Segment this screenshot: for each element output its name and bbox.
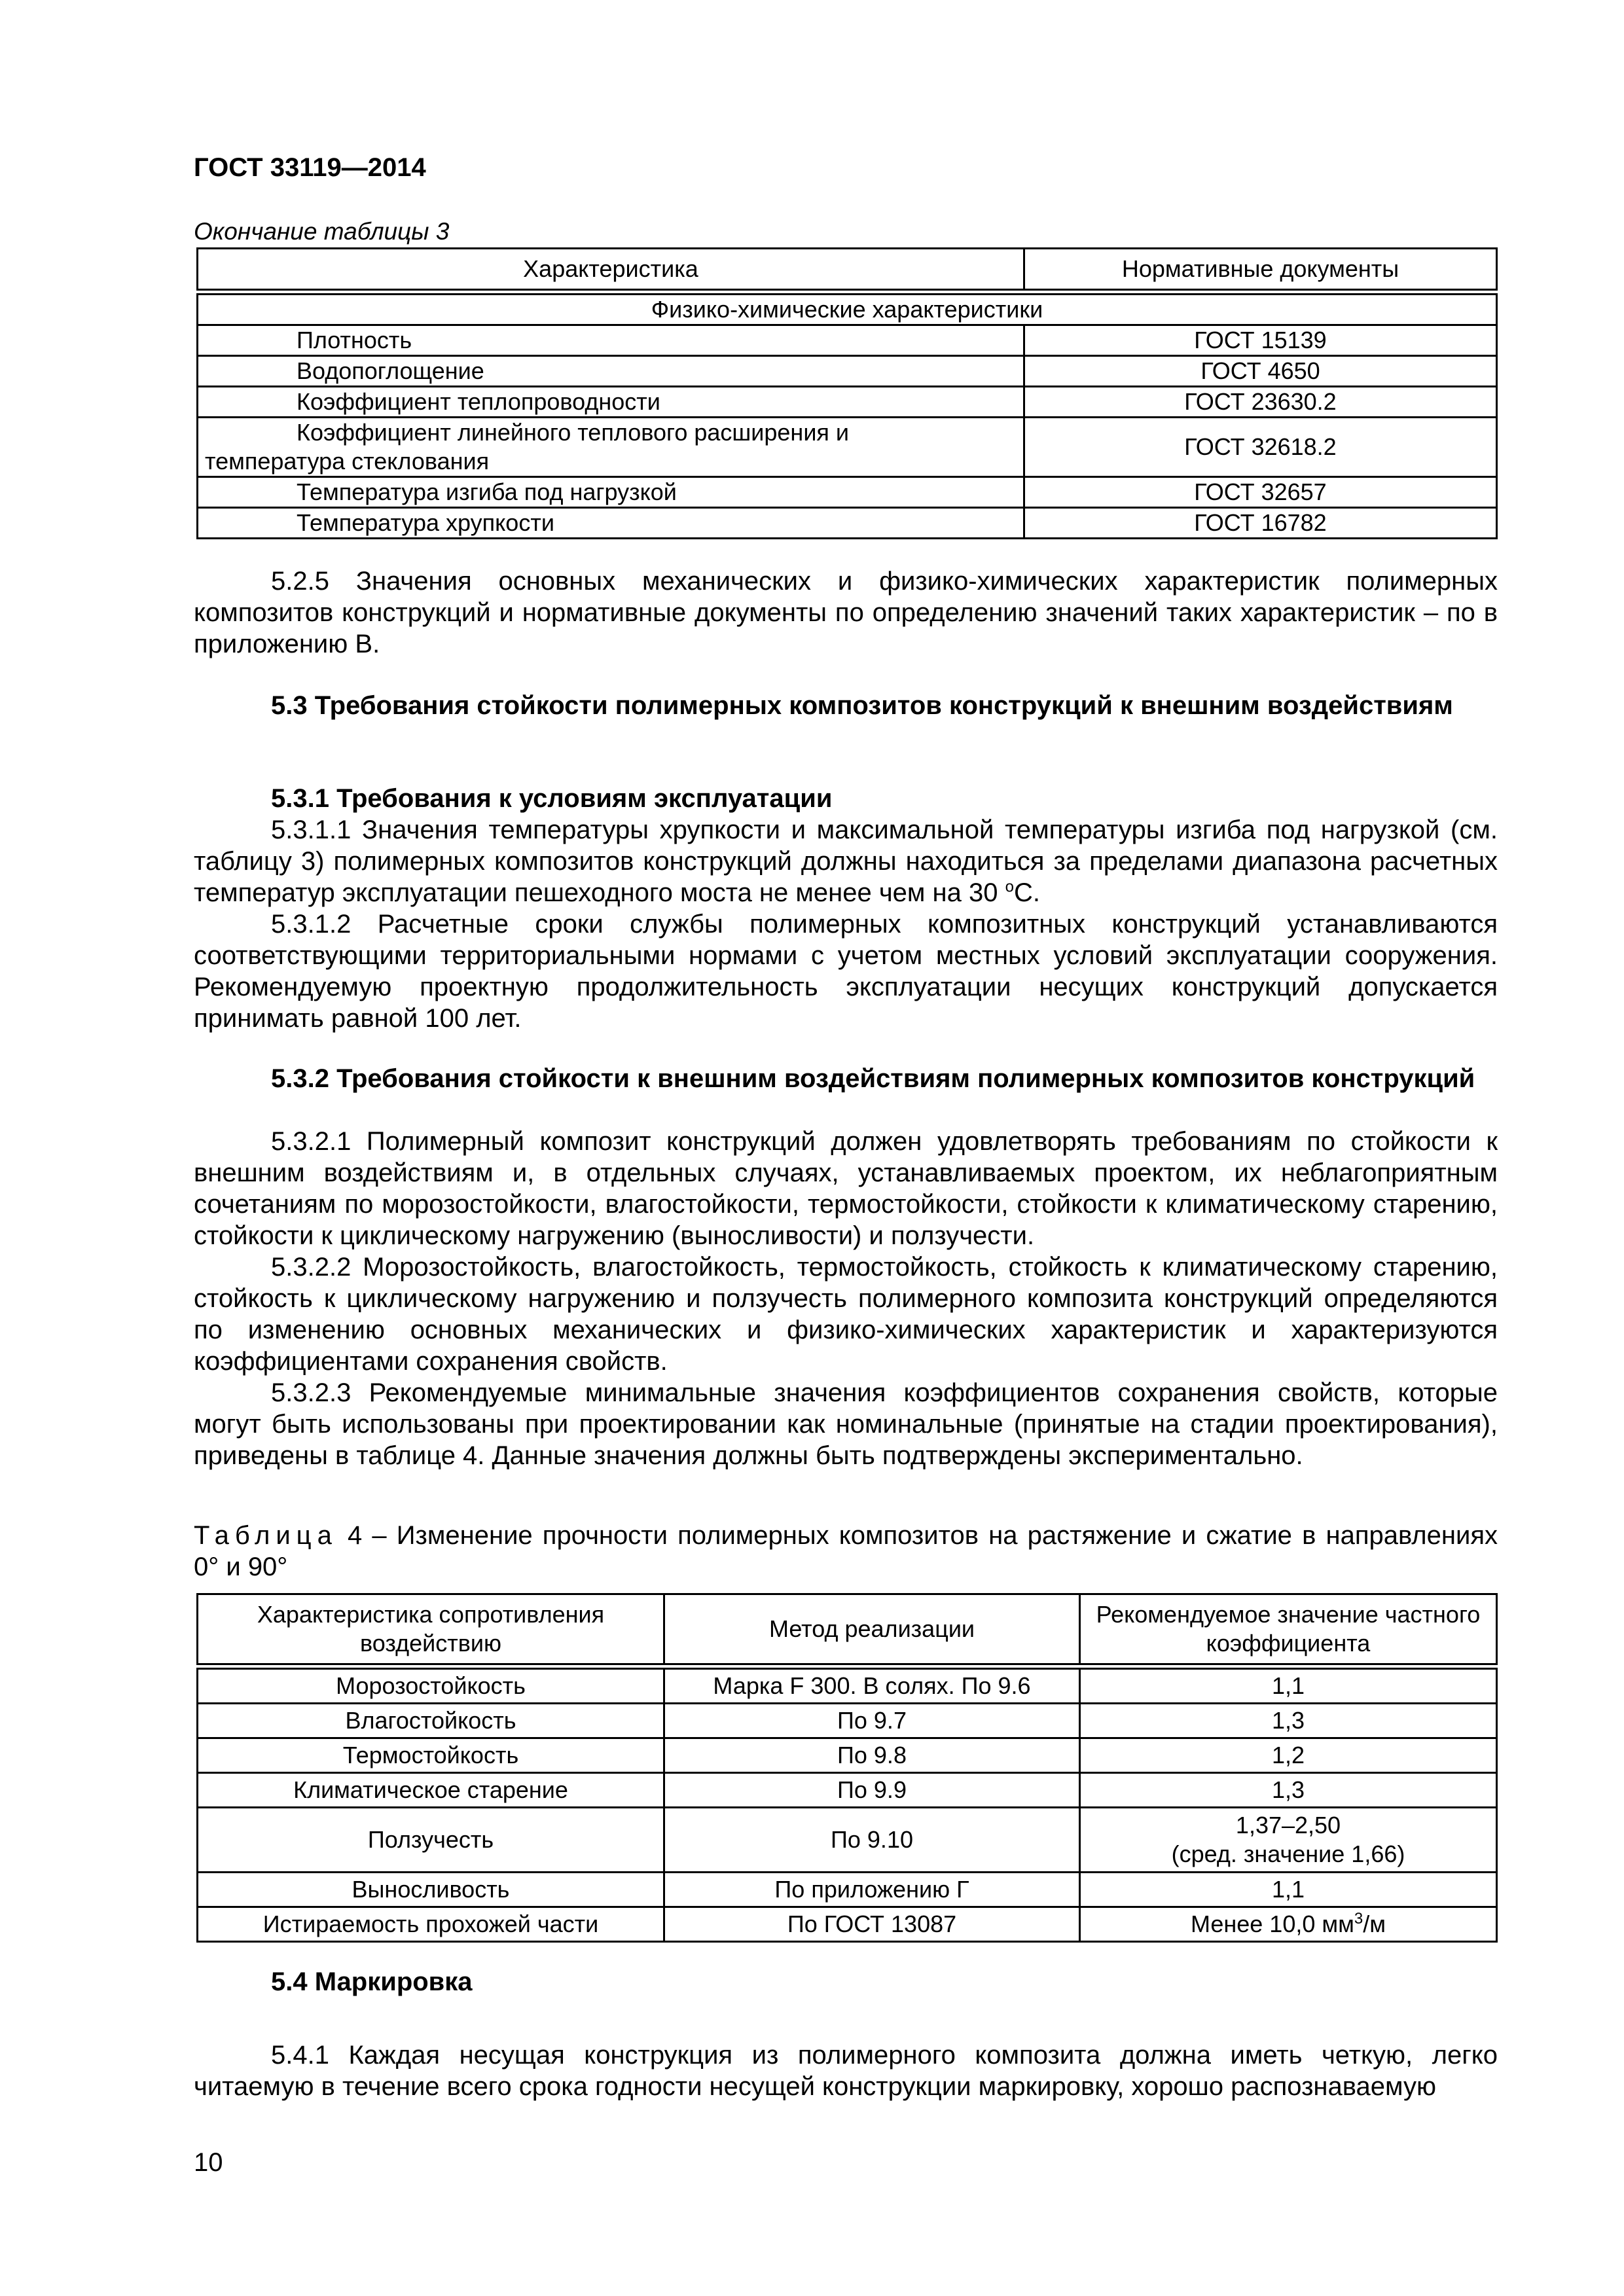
- paragraph-5-3-1-1: [194, 814, 1498, 908]
- table4-cell-value-text: Менее 10,0 мм: [1190, 1910, 1354, 1937]
- heading-5-3: 5.3 Требования стойкости полимерных композитов конструкций к внешним воздействиям: [271, 691, 1453, 720]
- table3-header-documents: Нормативные документы: [1024, 249, 1497, 293]
- heading-5-3-2: 5.3.2 Требования стойкости к внешним воздействиям полимерных композитов конструкций: [271, 1064, 1475, 1093]
- table4-cell-characteristic: Влагостойкость: [198, 1704, 664, 1738]
- table4-cell-characteristic: Выносливость: [198, 1873, 664, 1907]
- paragraph-5-3-2-3: 5.3.2.3 Рекомендуемые минимальные значения коэффициентов сохранения свойств, которые могут быть использованы при проектировании как номинальные (принятые на стадии проектирования), приведены в таблице 4. Данные значения должны быть подтверждены экспериментально.: [194, 1378, 1498, 1470]
- heading-5-3-1: 5.3.1 Требования к условиям эксплуатации: [271, 784, 833, 813]
- table-row: [198, 387, 1497, 418]
- table3-cell-doc: ГОСТ 4650: [1024, 356, 1497, 387]
- table4-cell-value: [1080, 1808, 1497, 1873]
- table3-cell-name: Температура хрупкости: [198, 508, 1024, 539]
- table4-cell-characteristic: Ползучесть: [198, 1808, 664, 1873]
- table-row: [198, 356, 1497, 387]
- table-row: [198, 325, 1497, 356]
- table4-cell-characteristic: Термостойкость: [198, 1738, 664, 1773]
- table4-cell-characteristic: Истираемость прохожей части: [198, 1907, 664, 1942]
- page-number: 10: [194, 2148, 223, 2177]
- table3-cell-doc: ГОСТ 32657: [1024, 477, 1497, 508]
- table4-cell-value-unit: /м: [1363, 1910, 1386, 1937]
- table4-cell-value: 1,1: [1080, 1666, 1497, 1704]
- table4-header-method: Метод реализации: [664, 1594, 1080, 1667]
- table4-label: Таблица: [194, 1521, 338, 1550]
- table4-cell-method: По 9.8: [664, 1738, 1080, 1773]
- table4-header-coefficient: Рекомендуемое значение частного коэффициента: [1080, 1594, 1497, 1667]
- paragraph-5-4-1: 5.4.1 Каждая несущая конструкция из полимерного композита должна иметь четкую, легко читаемую в течение всего срока годности несущей конструкции маркировку, хорошо распознаваемую: [194, 2041, 1498, 2101]
- table4-header-characteristic: Характеристика сопротивления воздействию: [198, 1594, 664, 1667]
- paragraph-5-3-1-2: 5.3.1.2 Расчетные сроки службы полимерных композитных конструкций устанавливаются соответствующими территориальными нормами с учетом местных условий эксплуатации сооружения. Рекомендуемую проектную продолжительность эксплуатации несущих конструкций допускается принимать равной 100 лет.: [194, 910, 1498, 1033]
- table3-cell-doc: ГОСТ 23630.2: [1024, 387, 1497, 418]
- table4-cell-method: По 9.9: [664, 1773, 1080, 1808]
- table4-cell-method: По 9.7: [664, 1704, 1080, 1738]
- table3-cell-name: Температура изгиба под нагрузкой: [198, 477, 1024, 508]
- table4-cell-value: [1080, 1907, 1497, 1942]
- table-row: [198, 1907, 1497, 1942]
- paragraph-5-3-1-1-text: 5.3.1.1 Значения температуры хрупкости и максимальной температуры изгиба под нагрузкой (см. таблицу 3) полимерных композитов конструкций должны находиться за пределами диапазона расчетных температур эксплуатации пешеходного моста не менее чем на 30: [194, 816, 1498, 907]
- table3-cell-doc: ГОСТ 15139: [1024, 325, 1497, 356]
- table-row: [198, 1773, 1497, 1808]
- table3-cell-name: [198, 418, 1024, 477]
- table-row: [198, 418, 1497, 477]
- table4-cell-characteristic: Климатическое старение: [198, 1773, 664, 1808]
- table3-cell-name-line1: Коэффициент линейного теплового расширения и: [297, 419, 850, 446]
- table4-cell-value-range: 1,37–2,50: [1235, 1812, 1341, 1839]
- table4-cell-value: 1,3: [1080, 1773, 1497, 1808]
- table4-cell-characteristic: Морозостойкость: [198, 1666, 664, 1704]
- table4-cell-method: Марка F 300. В солях. По 9.6: [664, 1666, 1080, 1704]
- table3-cell-name: Водопоглощение: [198, 356, 1024, 387]
- paragraph-5-3-2-1: 5.3.2.1 Полимерный композит конструкций должен удовлетворять требованиям по стойкости к внешним воздействиям и, в отдельных случаях, устанавливаемых проектом, их неблагоприятным сочетаниям по морозостойкости, влагостойкости, термостойкости, стойкости к климатическому старению, стойкости к циклическому нагружению (выносливости) и ползучести.: [194, 1127, 1498, 1250]
- table4-cell-method: По приложению Г: [664, 1873, 1080, 1907]
- table-4: [196, 1593, 1498, 1943]
- table-row: [198, 1738, 1497, 1773]
- table3-cell-doc: ГОСТ 32618.2: [1024, 418, 1497, 477]
- table3-cell-name: Плотность: [198, 325, 1024, 356]
- document-id: ГОСТ 33119—2014: [194, 153, 426, 182]
- table4-title-text: 4 – Изменение прочности полимерных композитов на растяжение и сжатие в направлениях 0° и 90°: [194, 1521, 1498, 1581]
- paragraph-5-3-2-2: 5.3.2.2 Морозостойкость, влагостойкость, термостойкость, стойкость к климатическому старению, стойкость к циклическому нагружению и ползучесть полимерного композита конструкций определяются по изменению основных механических и физико-химических характеристик и характеризуются коэффициентами сохранения свойств.: [194, 1253, 1498, 1376]
- table3-cell-doc: ГОСТ 16782: [1024, 508, 1497, 539]
- table4-cell-method: По 9.10: [664, 1808, 1080, 1873]
- table4-cell-value-avg: (сред. значение 1,66): [1171, 1840, 1405, 1867]
- table4-title: [194, 1520, 1498, 1583]
- table-row: [198, 1666, 1497, 1704]
- paragraph-5-2-5: 5.2.5 Значения основных механических и физико-химических характеристик полимерных композитов конструкций и нормативные документы по определению значений таких характеристик – по в приложению В.: [194, 567, 1498, 658]
- table3-cell-name: Коэффициент теплопроводности: [198, 387, 1024, 418]
- paragraph-5-3-1-1-end: С.: [1013, 878, 1040, 907]
- table-3: [196, 247, 1498, 539]
- degree-mark: о: [1005, 878, 1014, 896]
- table3-cell-name-line2: температура стеклования: [205, 448, 490, 475]
- table3-header-characteristic: Характеристика: [198, 249, 1024, 293]
- table-row: [198, 508, 1497, 539]
- cubic-superscript: 3: [1354, 1910, 1363, 1928]
- table4-cell-method: По ГОСТ 13087: [664, 1907, 1080, 1942]
- table4-cell-value: 1,1: [1080, 1873, 1497, 1907]
- table4-cell-value: 1,3: [1080, 1704, 1497, 1738]
- table3-caption: Окончание таблицы 3: [194, 218, 450, 245]
- table-row: [198, 477, 1497, 508]
- table-row: [198, 1704, 1497, 1738]
- table3-group-row: Физико-химические характеристики: [198, 292, 1497, 325]
- table-row: [198, 1808, 1497, 1873]
- table4-cell-value: 1,2: [1080, 1738, 1497, 1773]
- table-row: [198, 1873, 1497, 1907]
- heading-5-4: 5.4 Маркировка: [271, 1967, 473, 1996]
